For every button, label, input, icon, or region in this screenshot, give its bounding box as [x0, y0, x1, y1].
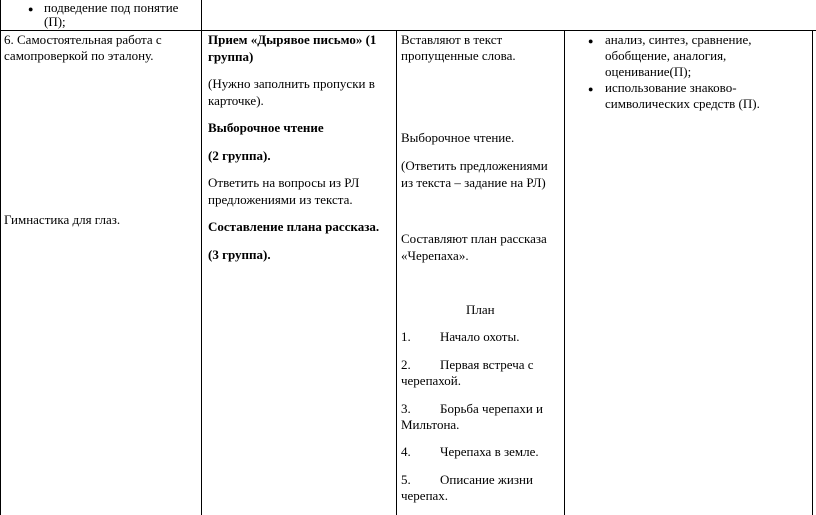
activity2-title: Выборочное чтение. [401, 130, 515, 145]
bullet-icon: ● [28, 4, 34, 14]
bullet-icon: ● [588, 36, 594, 46]
activity3-line2: «Черепаха». [401, 248, 469, 263]
method2-task-line2: предложениями из текста. [208, 192, 353, 207]
method1-title-line2: группа) [208, 49, 254, 64]
plan-item-text: Борьба черепахи и [440, 401, 543, 416]
activity1-line1: Вставляют в текст [401, 32, 503, 47]
activity2-note-line2: из текста – задание на РЛ) [401, 175, 546, 190]
plan-item-number: 2. [401, 357, 411, 372]
ud-item2-line1: использование знаково- [605, 80, 737, 95]
plan-item-text: Начало охоты. [440, 329, 520, 344]
method2-task-line1: Ответить на вопросы из РЛ [208, 175, 360, 190]
ud-item1-line1: анализ, синтез, сравнение, [605, 32, 752, 47]
plan-item-text: Черепаха в земле. [440, 444, 539, 459]
method1-title-line1: Прием «Дырявое письмо» (1 [208, 32, 377, 47]
ud-item2-line2: символических средств (П). [605, 96, 760, 111]
top-bullet-text-line2: (П); [44, 14, 66, 29]
table-divider-col3 [564, 30, 565, 515]
method2-group: (2 группа). [208, 148, 271, 163]
table-divider-col1 [201, 0, 202, 515]
plan-item-text: Первая встреча с [440, 357, 534, 372]
plan-item-text-cont: черепах. [401, 488, 449, 503]
table-border-left [0, 0, 1, 515]
method2-title: Выборочное чтение [208, 120, 324, 135]
method1-note-line2: карточке). [208, 93, 264, 108]
method1-note-line1: (Нужно заполнить пропуски в [208, 76, 375, 91]
plan-item-number: 4. [401, 444, 411, 459]
activity3-line1: Составляют план рассказа [401, 231, 547, 246]
table-border-right [812, 30, 813, 515]
plan-item-number: 1. [401, 329, 411, 344]
bullet-icon: ● [588, 84, 594, 94]
plan-item-text: Описание жизни [440, 472, 533, 487]
gymnastics-label: Гимнастика для глаз. [4, 212, 121, 227]
activity1-line2: пропущенные слова. [401, 48, 516, 63]
table-border-top-row-bottom [0, 30, 816, 31]
stage-title-line1: 6. Самостоятельная работа с [4, 32, 162, 47]
plan-item-number: 3. [401, 401, 411, 416]
activity2-note-line1: (Ответить предложениями [401, 158, 548, 173]
plan-item-number: 5. [401, 472, 411, 487]
plan-item-text-cont: Мильтона. [401, 417, 460, 432]
method3-group: (3 группа). [208, 247, 271, 262]
table-divider-col2 [396, 30, 397, 515]
top-bullet-text-line1: подведение под понятие [44, 0, 179, 15]
plan-title: План [466, 302, 495, 317]
ud-item1-line2: обобщение, аналогия, [605, 48, 727, 63]
method3-title: Составление плана рассказа. [208, 219, 380, 234]
plan-item-text-cont: черепахой. [401, 373, 462, 388]
stage-title-line2: самопроверкой по эталону. [4, 48, 154, 63]
ud-item1-line3: оценивание(П); [605, 64, 692, 79]
